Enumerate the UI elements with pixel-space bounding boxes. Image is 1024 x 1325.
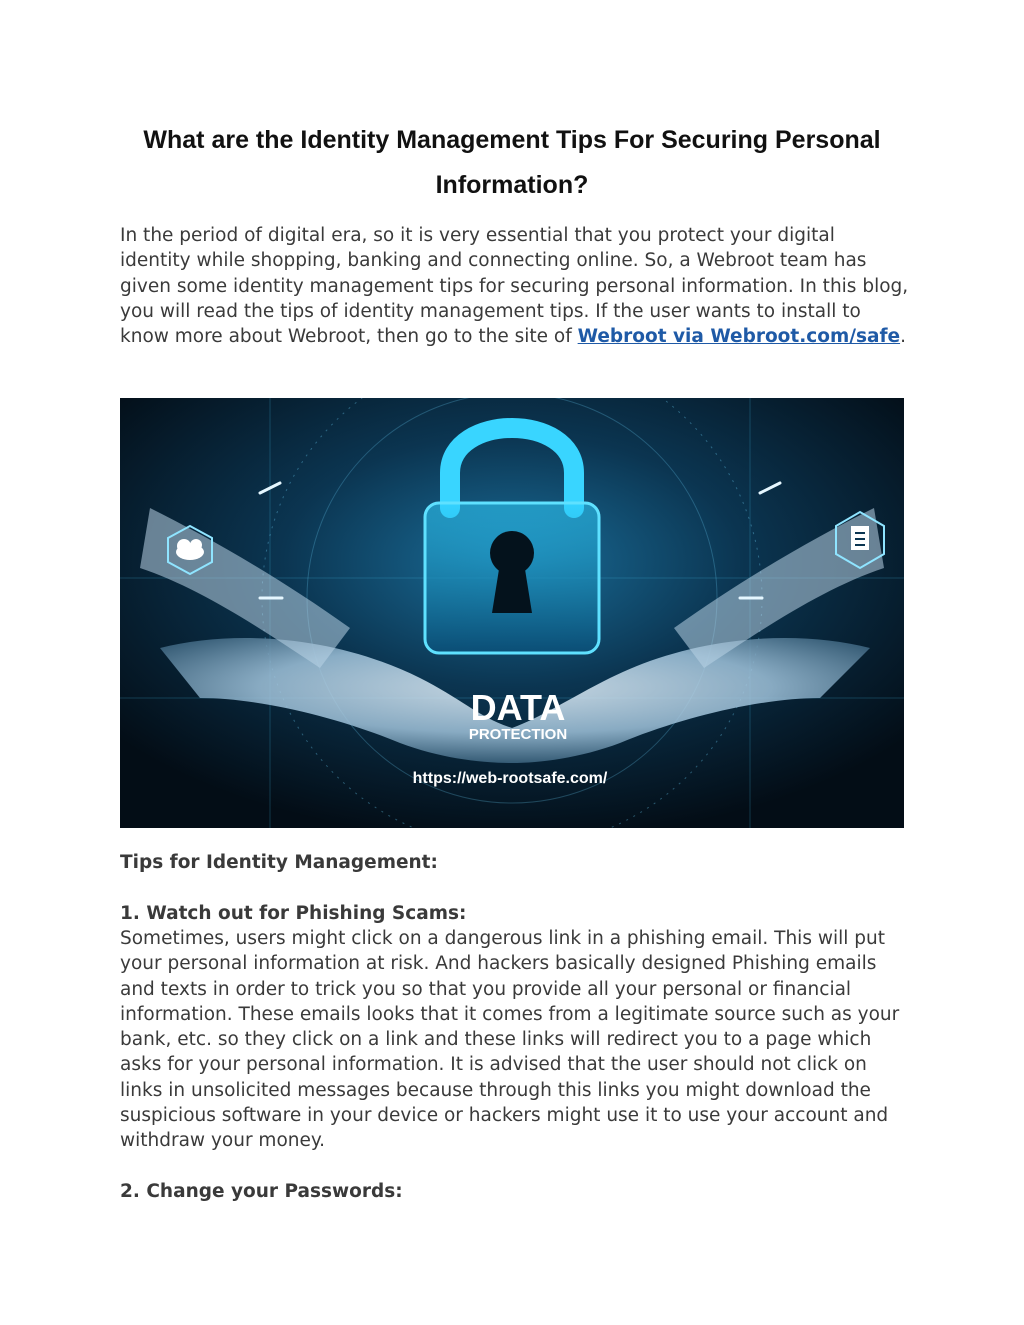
data-protection-image [120, 398, 904, 828]
tips-heading: Tips for Identity Management: [120, 852, 438, 873]
hero-subline: PROTECTION [468, 726, 568, 743]
intro-end: . [900, 326, 906, 348]
intro-paragraph [120, 223, 910, 349]
hero-headline: DATA [470, 687, 566, 728]
webroot-link[interactable]: Webroot via Webroot.com/safe [577, 326, 901, 348]
tip2-heading: 2. Change your Passwords: [120, 1181, 403, 1202]
page-title: What are the Identity Management Tips For Securing Personal Information? [143, 126, 881, 199]
hero-url: https://web-rootsafe.com/ [412, 770, 608, 787]
intro-text: In the period of digital era, so it is very essential that you protect your digital identity while shopping, banking and connecting online. So, a Webroot team has given some identity management tips for securing personal information. In this blog, you will read the tips of identity management tips. If the user wants to install to know more about Webroot, then go to the site of [120, 225, 909, 348]
tip1-heading: 1. Watch out for Phishing Scams: [120, 903, 467, 924]
tip1-body: Sometimes, users might click on a dangerous link in a phishing email. This will put your personal information at risk. And hackers basically designed Phishing emails and texts in order to trick you so that you provide all your personal or financial information. These emails looks that it comes from a legitimate source such as your bank, etc. so they click on a link and these links will redirect you to a page which asks for your personal information. It is advised that the user should not click on links in unsolicited messages because through this links you might download the suspicious software in your device or hackers might use it to use your account and withdraw your money. [120, 928, 900, 1152]
